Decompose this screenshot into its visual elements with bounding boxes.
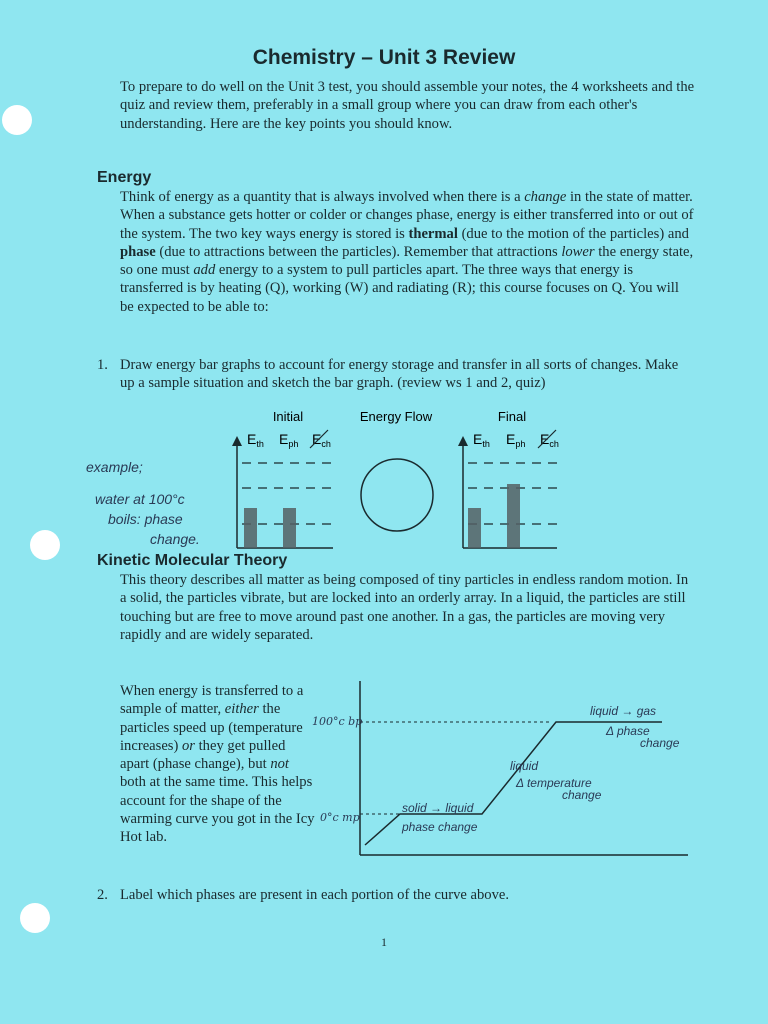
page-number: 1: [381, 935, 387, 949]
energy-heading: Energy: [97, 169, 152, 186]
item-1-number: 1.: [97, 357, 108, 373]
mp-label: 0°c mp: [320, 811, 360, 824]
kmt-paragraph: This theory describes all matter as being composed of tiny particles in endless random motion. In a solid, the particles vibrate, but are locked into an orderly array. In a liquid, the particles are still touching but are free to move around past one another. In a gas, the particles are moving very rapidly and are widely separated.: [120, 572, 689, 643]
kmt-heading: Kinetic Molecular Theory: [97, 552, 288, 569]
energy-paragraph: Think of energy as a quantity that is always involved when there is a change in the state of matter. When a substance gets hotter or colder or changes phase, energy is either transferred into or out of the system. The two key ways energy is stored is thermal (due to the motion of the particles) and phase (due to attractions between the particles). Remember that attractions lower the energy state, so one must add energy to a system to pull particles apart. The three ways that energy is transferred is by heating (Q), working (W) and radiating (R); this course focuses on Q. You will be expected to be able to:: [120, 189, 694, 315]
item-2-text: Label which phases are present in each portion of the curve above.: [120, 887, 510, 903]
initial-eth-label: $E_{th}$: [247, 431, 264, 449]
note-liquid-change: change: [562, 788, 602, 802]
note-solid-phase: phase change: [402, 820, 478, 834]
final-eth-bar: [468, 508, 481, 548]
note-liquid-gas: liquid → gas: [590, 704, 657, 718]
energy-bar-diagram: [0, 400, 768, 560]
intro-paragraph: To prepare to do well on the Unit 3 test, you should assemble your notes, the 4 worksheets and the quiz and review them, preferably in a small group where you can draw from each other's understanding. Here are the key points you should know.: [120, 79, 695, 132]
note-gas-phase: Δ phase: [606, 724, 650, 738]
note-solid-liquid: solid → liquid: [402, 801, 474, 815]
note-liquid: liquid: [510, 759, 539, 773]
item-2-number: 2.: [97, 887, 108, 903]
initial-eph-bar: [283, 508, 296, 548]
initial-eth-bar: [244, 508, 257, 548]
final-eph-label: $E_{ph}$: [506, 431, 526, 449]
binder-hole-top: [2, 105, 32, 135]
final-label: Final: [497, 409, 527, 424]
warming-curve-graph: [310, 675, 710, 875]
handwritten-example-note: [86, 459, 200, 547]
warming-paragraph: When energy is transferred to a sample of matter, either the particles speed up (temperature increases) or they get pulled apart (phase change), but not both at the same time. This helps account for the shape of the warming curve you got in the Icy Hot lab.: [120, 683, 315, 846]
item-1-text: Draw energy bar graphs to account for energy storage and transfer in all sorts of changes. Make up a sample situation and sketch the bar graph. (review ws 1 and 2, quiz): [120, 357, 679, 392]
hand-line-4: change.: [150, 531, 200, 547]
initial-eph-label: $E_{ph}$: [279, 431, 299, 449]
final-ech-label: $E_{ch}$: [540, 431, 559, 449]
page-title: Chemistry – Unit 3 Review: [252, 46, 516, 69]
hand-line-1: example;: [86, 459, 143, 475]
final-bars: [468, 484, 520, 548]
energy-flow-circle: [361, 459, 433, 531]
energy-flow-label: Energy Flow: [359, 409, 433, 424]
final-eth-label: $E_{th}$: [473, 431, 490, 449]
curve-annotations: [401, 704, 680, 834]
hand-line-3: boils: phase: [108, 511, 183, 527]
note-liquid-temp: Δ temperature: [516, 776, 592, 790]
hand-line-2: water at 100°c: [95, 491, 185, 507]
note-gas-change: change: [640, 736, 680, 750]
initial-ech-label: $E_{ch}$: [312, 431, 331, 449]
initial-label: Initial: [272, 409, 304, 424]
initial-bars: [244, 508, 296, 548]
bp-label: 100°c bp: [312, 715, 363, 728]
final-eph-bar: [507, 484, 520, 548]
binder-hole-bottom: [20, 903, 50, 933]
